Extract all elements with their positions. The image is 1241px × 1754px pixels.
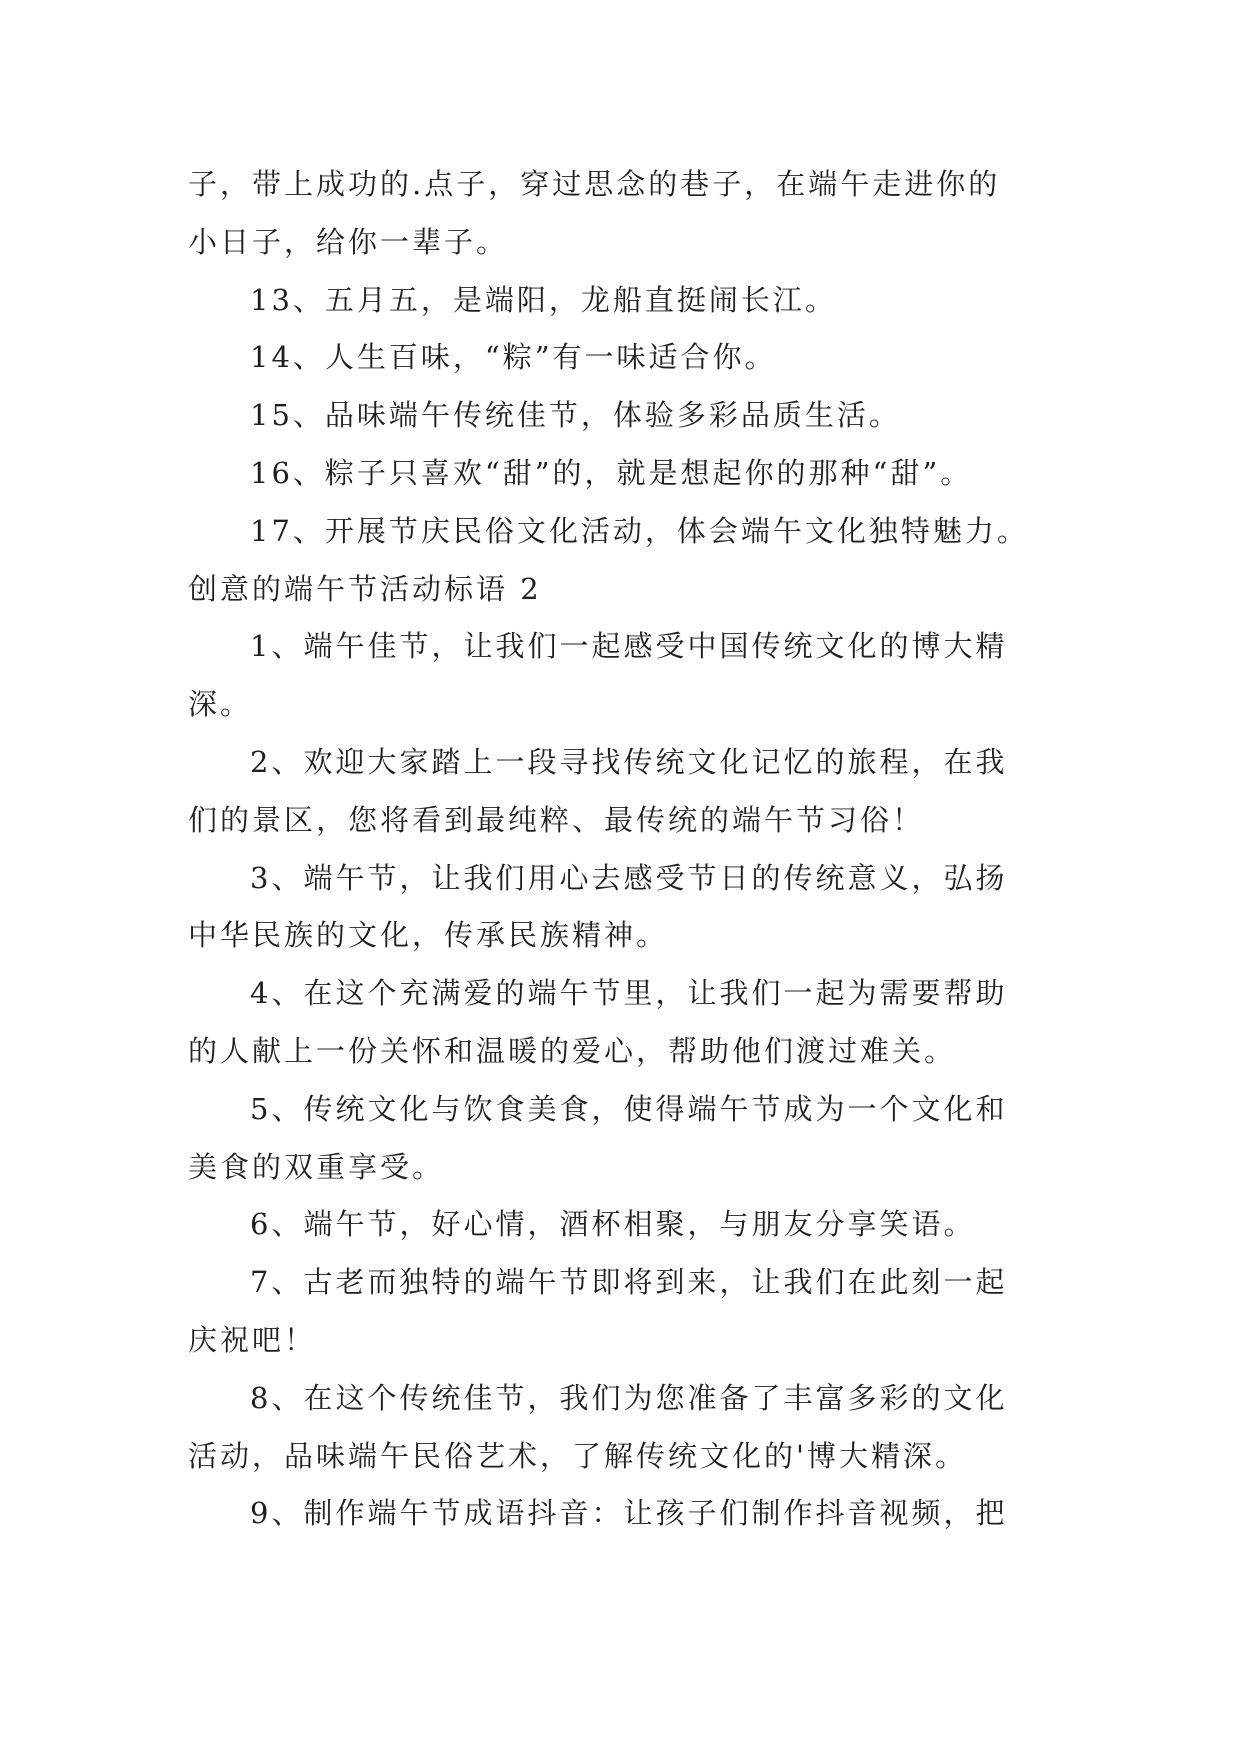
text-line: 的人献上一份关怀和温暖的爱心，帮助他们渡过难关。 (188, 1033, 957, 1068)
text-line: 深。 (188, 687, 253, 722)
list-item-13: 13、五月五，是端阳，龙船直挺闹长江。 (250, 282, 837, 317)
text-line: 美食的双重享受。 (188, 1149, 445, 1184)
text-line: 活动，品味端午民俗艺术，了解传统文化的'博大精深。 (188, 1438, 967, 1473)
document-body (188, 156, 1068, 1543)
text-line: 子，带上成功的.点子，穿过思念的巷子，在端午走进你的 (188, 167, 1001, 201)
text-line: 庆祝吧！ (188, 1322, 317, 1357)
text-line: 中华民族的文化，传承民族精神。 (188, 918, 669, 953)
list-item-9: 9、制作端午节成语抖音：让孩子们制作抖音视频，把 (250, 1496, 1008, 1531)
list-item-2: 2、欢迎大家踏上一段寻找传统文化记忆的旅程，在我 (250, 744, 1008, 779)
list-item-16: 16、粽子只喜欢“甜”的，就是想起你的那种“甜”。 (250, 455, 973, 490)
list-item-1: 1、端午佳节，让我们一起感受中国传统文化的博大精 (250, 629, 1008, 664)
list-item-15: 15、品味端午传统佳节，体验多彩品质生活。 (250, 398, 901, 433)
list-item-14: 14、人生百味，“粽”有一味适合你。 (250, 340, 777, 375)
list-item-7: 7、古老而独特的端午节即将到来，让我们在此刻一起 (250, 1265, 1008, 1300)
section-heading: 创意的端午节活动标语 2 (188, 571, 542, 606)
list-item-17: 17、开展节庆民俗文化活动，体会端午文化独特魅力。 (250, 513, 1029, 548)
list-item-6: 6、端午节，好心情，酒杯相聚，与朋友分享笑语。 (250, 1207, 976, 1242)
list-item-3: 3、端午节，让我们用心去感受节日的传统意义，弘扬 (250, 860, 1008, 895)
list-item-4: 4、在这个充满爱的端午节里，让我们一起为需要帮助 (250, 976, 1008, 1011)
text-line: 们的景区，您将看到最纯粹、最传统的端午节习俗！ (188, 802, 925, 837)
list-item-5: 5、传统文化与饮食美食，使得端午节成为一个文化和 (250, 1091, 1008, 1126)
text-line: 小日子，给你一辈子。 (188, 224, 509, 259)
list-item-8: 8、在这个传统佳节，我们为您准备了丰富多彩的文化 (250, 1380, 1008, 1415)
